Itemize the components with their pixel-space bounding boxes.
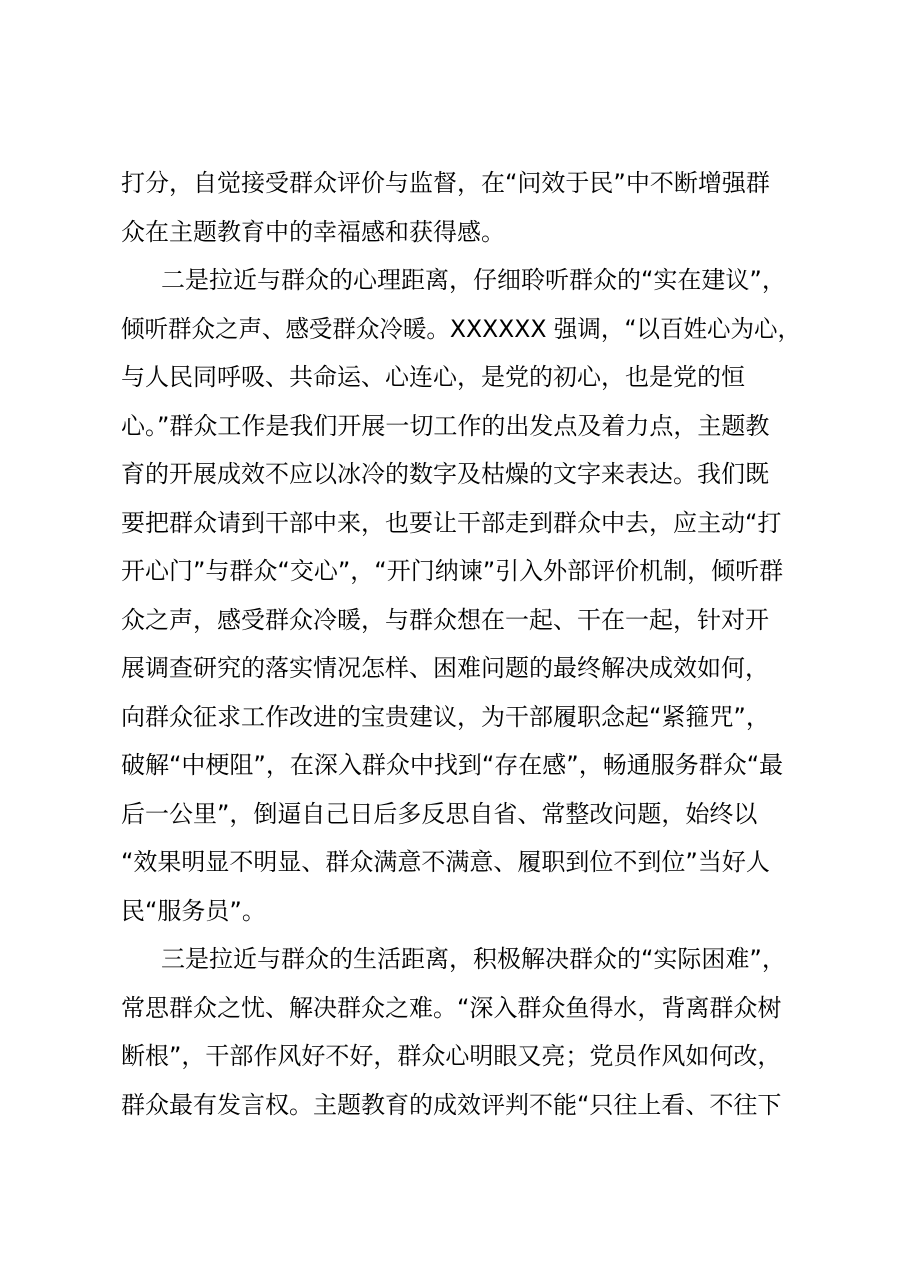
text-line: “效果明显不明显、群众满意不满意、履职到位不到位”当好人	[121, 848, 770, 876]
text-line: 开心门”与群众“交心”，“开门纳谏”引入外部评价机制，倾听群	[121, 557, 784, 585]
text-line: 常思群众之忧、解决群众之难。“深入群众鱼得水，背离群众树	[121, 993, 782, 1022]
text-line: 心。”群众工作是我们开展一切工作的出发点及着力点，主题教	[121, 411, 770, 440]
text-line: 断根”，干部作风好不好，群众心明眼又亮；党员作风如何改，	[121, 1042, 782, 1070]
text-line: 民“服务员”。	[121, 896, 266, 925]
text-line: 众之声，感受群众冷暖，与群众想在一起、干在一起，针对开	[121, 605, 769, 634]
text-line: 后一公里”，倒逼自己日后多反思自省、常整改问题，始终以	[121, 799, 758, 828]
body-text	[121, 159, 801, 1129]
text-line: 向群众征求工作改进的宝贵建议，为干部履职念起“紧箍咒”，	[121, 702, 770, 731]
text-line: 育的开展成效不应以冰冷的数字及枯燥的文字来表达。我们既	[121, 460, 769, 488]
text-line: 打分，自觉接受群众评价与监督，在“问效于民”中不断增强群	[121, 169, 770, 197]
text-line: 与人民同呼吸、共命运、心连心，是党的初心，也是党的恒	[121, 363, 745, 391]
text-line: 要把群众请到干部中来，也要让干部走到群众中去，应主动“打	[121, 508, 782, 537]
text-line: 破解“中梗阻”，在深入群众中找到“存在感”，畅通服务群众“最	[121, 751, 784, 779]
text-line: 众在主题教育中的幸福感和获得感。	[121, 217, 505, 246]
text-line: 展调查研究的落实情况怎样、困难问题的最终解决成效如何，	[121, 654, 769, 682]
paragraph-start-line: 二是拉近与群众的心理距离，仔细聆听群众的“实在建议”，	[161, 266, 786, 294]
paragraph-start-line: 三是拉近与群众的生活距离，积极解决群众的“实际困难”，	[161, 945, 786, 973]
text-line: 倾听群众之声、感受群众冷暖。XXXXXX 强调，“以百姓心为心，	[121, 314, 801, 343]
text-line: 群众最有发言权。主题教育的成效评判不能“只往上看、不往下	[121, 1090, 782, 1119]
